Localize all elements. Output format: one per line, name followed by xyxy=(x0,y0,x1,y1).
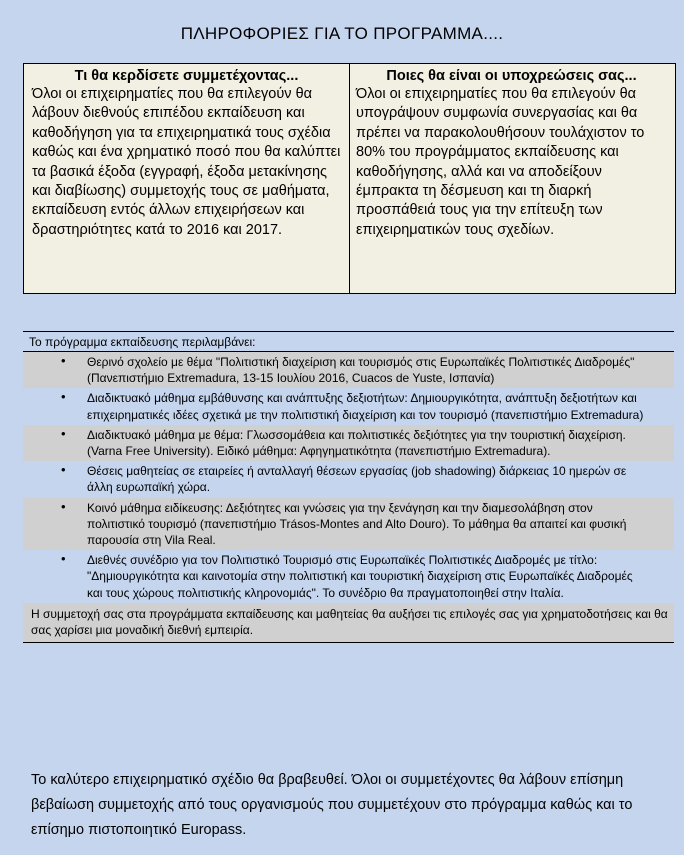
benefits-column xyxy=(24,64,350,293)
program-item xyxy=(23,550,674,603)
bullet-icon: • xyxy=(61,462,66,478)
obligations-column xyxy=(350,64,675,293)
program-item-text: Κοινό μάθημα ειδίκευσης: Δεξιότητες και γνώσεις για την ξενάγηση και την διαμεσολάβηση στον πολιτιστικό τουρισμό (πανεπιστήμιο Trásos-Montes and Alto Douro). Το μάθημα θα απαιτεί και φυσική παρουσία στη Vila Real. xyxy=(87,500,627,548)
program-item xyxy=(23,425,674,461)
page-title: ΠΛΗΡΟΦΟΡΙΕΣ ΓΙΑ ΤΟ ΠΡΟΓΡΑΜΜΑ.... xyxy=(180,24,504,43)
program-item-text: Διεθνές συνέδριο για τον Πολιτιστικό Τουρισμό στις Ευρωπαϊκές Πολιτιστικές Διαδρομές με τίτλο: "Δημιουργικότητα και καινοτομία στην πολιτιστική και τουριστική διαχείριση στις Ευρωπαϊκές Διαδρομές και τους χώρους πολιτιστικής κληρονομιάς". Το συνέδριο θα πραγματοποιηθεί στην Ιταλία. xyxy=(87,553,633,600)
program-item-text: Διαδικτυακό μάθημα εμβάθυνσης και ανάπτυξης δεξιοτήτων: Δημιουργικότητα, ανάπτυξη δεξιοτήτων και επιχειρηματικές ιδέες σχετικά με την πολιτιστική διαχείριση και τον τουρισμό (πανεπιστήμιο Extremadura) xyxy=(87,391,644,422)
program-item xyxy=(23,352,674,388)
benefits-heading: Τι θα κερδίσετε συμμετέχοντας... xyxy=(74,68,299,84)
closing-paragraph: Το καλύτερο επιχειρηματικό σχέδιο θα βραβευθεί. Όλοι οι συμμετέχοντες θα λάβουν επίσημη βεβαίωση συμμετοχής από τους οργανισμούς που συμμετέχουν στο πρόγραμμα καθώς και το επίσημο πιστοποιητικό Europass. xyxy=(31,772,633,838)
bullet-icon: • xyxy=(61,425,66,441)
bullet-icon: • xyxy=(61,353,66,368)
program-footer: Η συμμετοχή σας στα προγράμματα εκπαίδευσης και μαθητείας θα αυξήσει τις επιλογές σας για χρηματοδοτήσεις και θα σας χαρίσει μια μοναδική διεθνή εμπειρία. xyxy=(23,603,674,643)
training-program-section xyxy=(23,331,674,643)
bullet-icon: • xyxy=(61,551,66,567)
obligations-text: Όλοι οι επιχειρηματίες που θα επιλεγούν θα υπογράψουν συμφωνία συνεργασίας και θα πρέπει να παρακολουθήσουν τουλάχιστον το 80% του προγράμματος εκπαίδευσης και καθοδήγησης, αλλά και να αποδείξουν έμπρακτα τη δέσμευση και τη διαρκή προσπάθειά τους για την επίτευξη των επιχειρηματικών τους σχεδίων. xyxy=(356,86,645,238)
obligations-heading: Ποιες θα είναι οι υποχρεώσεις σας... xyxy=(386,68,637,84)
bullet-icon: • xyxy=(61,498,66,514)
program-list xyxy=(23,352,674,603)
program-item-text: Θερινό σχολείο με θέμα "Πολιτιστική διαχείριση και τουρισμός στις Ευρωπαϊκές Πολιτιστικές Διαδρομές" (Πανεπιστήμιο Extremadura, 13-15 Ιουλίου 2016, Cuacos de Yuste, Ισπανία) xyxy=(87,355,635,386)
program-item-text: Διαδικτυακό μάθημα με θέμα: Γλωσσομάθεια και πολιτιστικές δεξιότητες για την τουριστική διαχείριση. (Varna Free University). Ειδικό μάθημα: Αφηγηματικότητα (πανεπιστήμιο Extremadura). xyxy=(87,427,626,459)
benefits-text: Όλοι οι επιχειρηματίες που θα επιλεγούν θα λάβουν διεθνούς επιπέδου εκπαίδευση και καθοδήγηση για τα επιχειρηματικά τους σχέδια καθώς και ένα χρηματικό ποσό που θα καλύπτει τα βασικά έξοδα (εγγραφή, έξοδα μετακίνησης και διαβίωσης) συμμετοχής τους σε μαθήματα, εκπαίδευση εντός άλλων επιχειρήσεων και δραστηριότητες κατά το 2016 και 2017. xyxy=(32,86,341,238)
program-item xyxy=(23,461,674,497)
program-item-text: Θέσεις μαθητείας σε εταιρείες ή ανταλλαγή θέσεων εργασίας (job shadowing) διάρκειας 10 ημερών σε άλλη ευρωπαϊκή χώρα. xyxy=(87,464,627,495)
info-table xyxy=(23,63,676,294)
program-header: Το πρόγραμμα εκπαίδευσης περιλαμβάνει: xyxy=(23,332,674,352)
program-item xyxy=(23,388,674,424)
bullet-icon: • xyxy=(61,389,66,405)
program-item xyxy=(23,498,674,551)
